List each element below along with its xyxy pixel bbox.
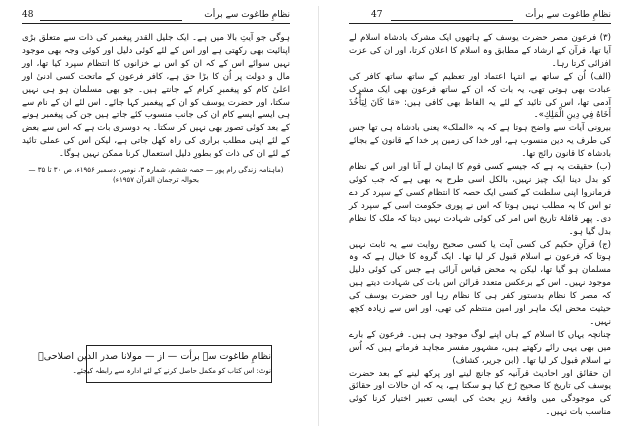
left-page-body: [22, 32, 290, 185]
box-title: نظامِ طاغوت سے برأت — از — مولانا صدر الدین اصلاحیؒ: [38, 351, 271, 362]
right-paragraph: بیرونی آیات سے واضح ہوتا ہے کہ یہ «الملک» یعنی بادشاہ ہی تھا جس کی طرف یہ دین منسوب ہے، اور خدا کی زمین پر خدا کے قانون کے بجائے بادشاہ کا قانون رائج تھا۔: [349, 123, 611, 160]
right-paragraph: (۳) فرعون مصر حضرت یوسف کے ہاتھوں ایک مشرک بادشاہ اسلام لے آیا تھا، قرآن کے ارشاد کے مطابق وہ اسلام کا اعلان کرتا، اور ان کی عزت افزائی کرتا رہا۔: [349, 33, 611, 69]
left-page-number: 48: [22, 10, 34, 20]
right-page-number: 47: [371, 10, 383, 20]
right-paragraph: چنانچہ یہاں کا اسلام کے ہاں اپنے لوگ موجود ہی ہیں۔ فرعون کے بارے میں بھی یہی رائے رکھتے ہیں، مشہور مفسر مجاہد فرماتے ہیں کہ اُس نے اسلام قبول کر لیا تھا۔ (ابن جریر، کشاف): [349, 329, 611, 366]
right-page-header: [349, 10, 611, 24]
left-header-title: نظامِ طاغوت سے برأت: [204, 10, 290, 20]
left-paragraph: ہوگی جو آیتِ بالا میں ہے۔ ایک جلیل القدر پیغمبر کی ذات سے متعلق بڑی اپنائیت بھی رکھتی ہے اور اس کے لئے کوئی دلیل اور کوئی وجہ بھی موجود نہیں سوائے اس کے کہ ان کو اس نے خزانوں کا انتظام سپرد کیا تھا، اور مال و دولت پر اُن کا بڑا حق ہے، کافر فرعون کے ماتحت کسی ادنیٰ اور اعلیٰ کام کو پیغمبرِ کرام کے جانتے ہیں۔ جو بھی مسلمان ہو ہی نہیں سکتا، اور حضرت یوسف کو ان کے پیغمبر کہا جائے۔ اس لئے ان کے نام سے ہی ایسے ایسے کام ان کی جانب منسوب کئے جاتے ہیں جن کی پیغمبر ہونے کے بعد کوئی تصور بھی نہیں کر سکتا۔ یہ دوسری بات ہے کہ اس سے بعض کے لئے اپنی مطلب براری کی راہ کھل جاتی ہے، لیکن اس کی عملی تائید کے لئے ان کی ذات کو بطورِ دلیل استعمال کرنا ممکن نہیں ہوگا۔: [22, 33, 290, 160]
right-page: [319, 0, 638, 433]
right-paragraph: (ب) حقیقت یہ ہے کہ جیسے کسی قوم کا ایمان لے آنا اور اس کے نظام کو بدل دینا ایک چیز نہیں، بالکل اسی طرح یہ بھی ہے کہ جب کوئی فرمانروا اپنی سلطنت کے کسی ایک حصہ کا انتظام کسی کے سپرد کر دے تو اس کا یہ مطلب نہیں ہوتا کہ اس نے پوری حکومت اسی کے سپرد کر دی۔ پھر قافلۂ تاریخ اس امر کی کوئی شہادت نہیں دیتا کہ ملک کا نظام بدل گیا ہو۔: [349, 162, 611, 237]
left-header-rule-top: [40, 20, 182, 21]
right-paragraph: (الف) اُن کے ساتھ بے انتہا اعتماد اور تعظیم کے ساتھ ساتھ کافر کی عبادت بھی ہوتی تھی، یہ بات کہ ان کے ساتھ فرعون بھی ایک مشرک آدمی تھا، اس کی تائید کے لئے یہ الفاظ بھی کافی ہیں: «مَا كَانَ لِيَأْخُذَ أَخَاهُ فِي دِينِ الْمَلِكِ»۔: [349, 71, 611, 121]
box-note: نوٹ: اس کتاب کو مکمل حاصل کرنے کے لئے ادارہ سے رابطہ کیجئے۔: [72, 367, 271, 375]
right-header-rule-top: [391, 20, 513, 21]
left-reference: (ماہنامہ زندگی رام پور — حصہ ششم، شمارہ ۳، نومبر، دسمبر ۱۹۵۶ء، ص ۳۰ تا ۳۵ — بحوالہ ترجمان القرآن ۱۹۵۷ء): [28, 166, 284, 185]
left-header-rule: [22, 23, 290, 24]
book-info-box: [38, 345, 272, 383]
right-page-body: [349, 32, 611, 428]
right-paragraph: (ج) قرآنِ حکیم کی کسی آیت یا کسی صحیح روایت سے یہ ثابت نہیں ہوتا کہ فرعون نے اسلام قبول کر لیا تھا۔ ایک گروہ کا خیال ہے کہ وہ مسلمان ہو گیا تھا، لیکن یہ محض قیاس آرائی ہے جس کی کوئی دلیل موجود نہیں۔ اس کے برعکس متعدد قرائن اس بات کی شہادت دیتے ہیں کہ مصر کا نظام بدستور کفر ہی کا نظام رہا اور حضرت یوسف کی حیثیت محض ایک ماہر اور امین منتظم کی تھی، اور اس سے زیادہ کچھ نہیں۔: [349, 239, 611, 327]
right-paragraph: ان حقائق اور احادیث قرآنیہ کو جانچ لینے اور پرکھ لینے کے بعد حضرت یوسف کی تاریخ کا صحیح رُخ کیا ہو سکتا ہے، یہ کہ ان حالات اور حقائق کی موجودگی میں واقعۂ زیرِ بحث کی ایسی تعبیر اختیار کرنا کوئی مناسب بات نہیں۔: [349, 368, 611, 418]
right-header-rule: [349, 23, 611, 24]
left-page-header: [22, 10, 290, 24]
right-header-title: نظامِ طاغوت سے برأت: [525, 10, 611, 20]
